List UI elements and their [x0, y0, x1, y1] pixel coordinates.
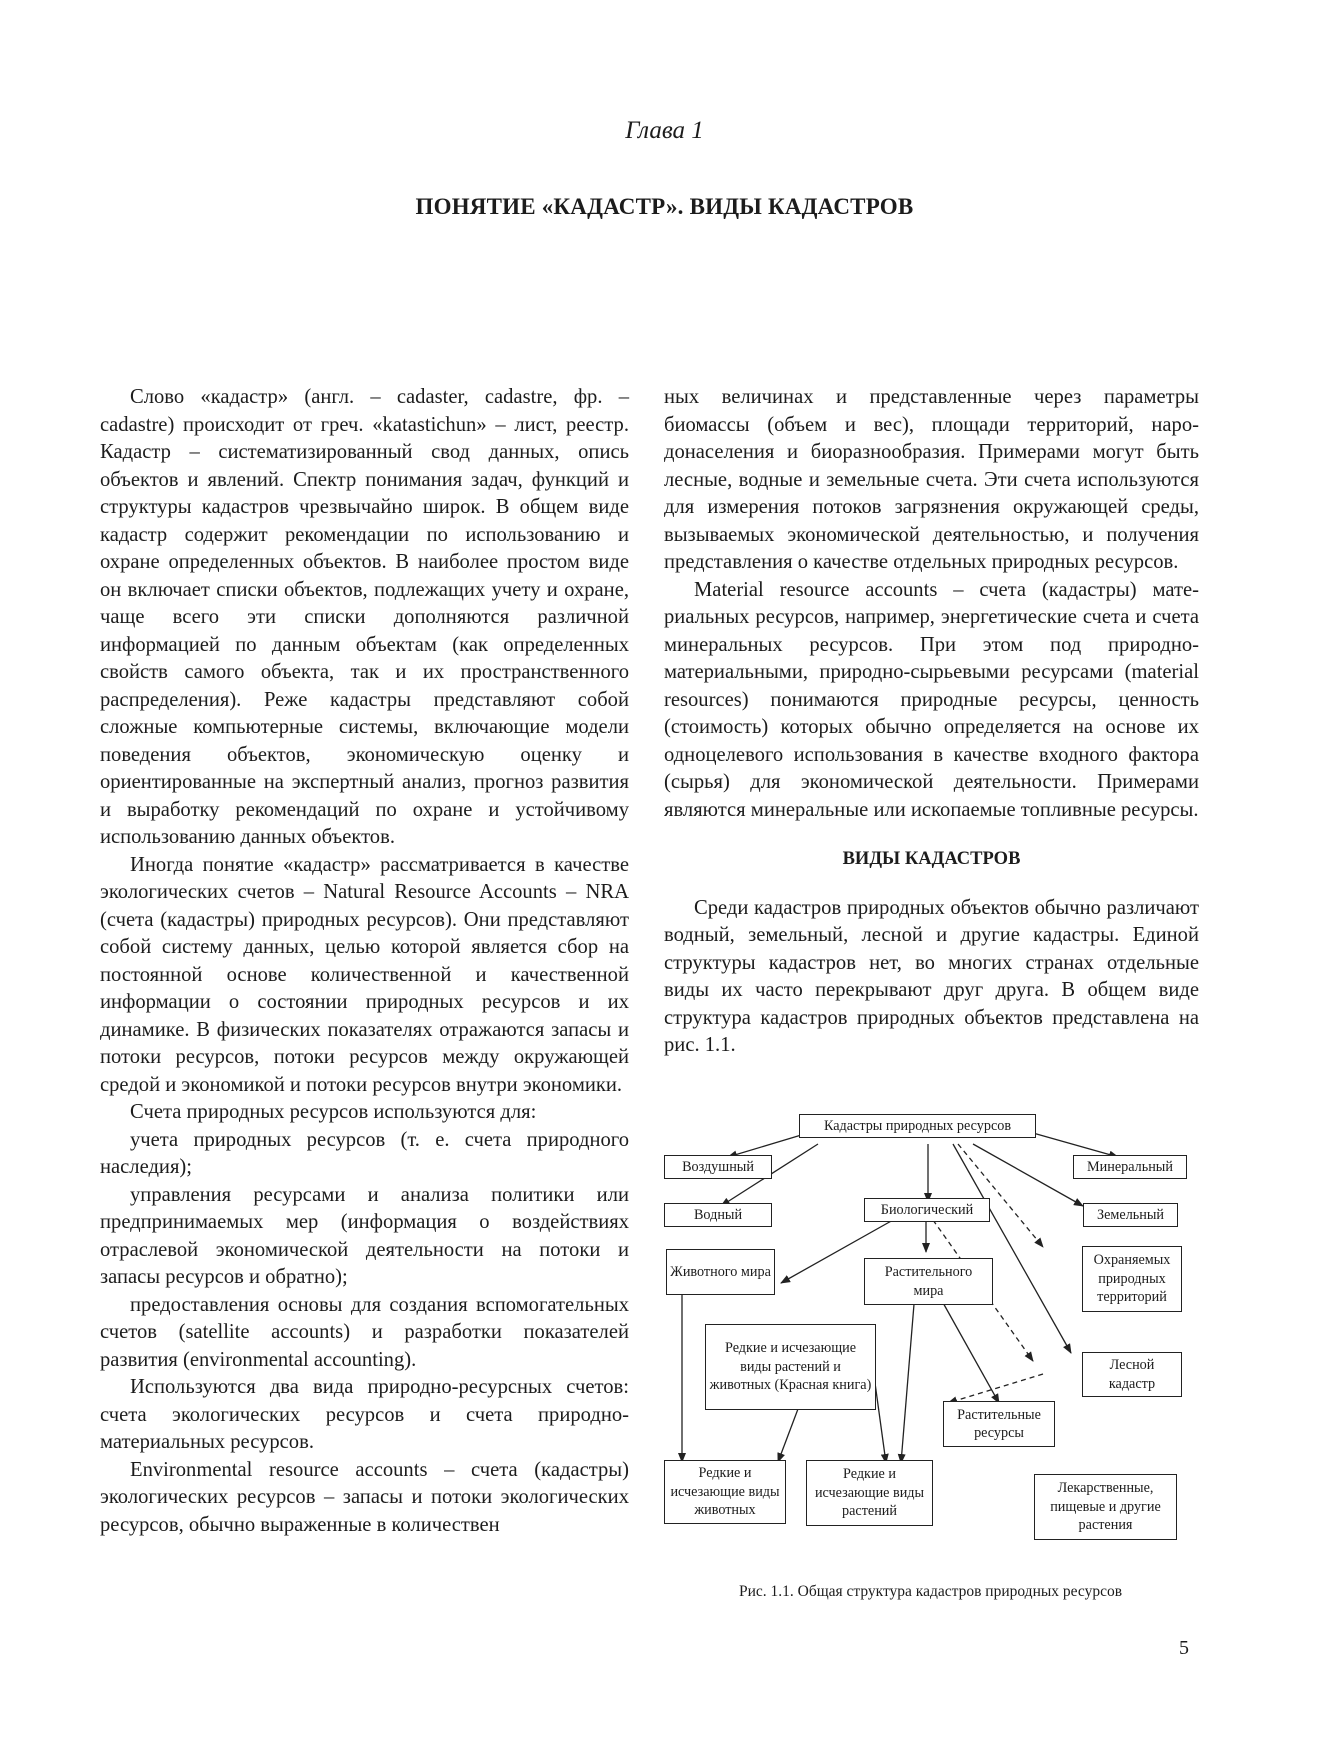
node-rare-animals: Редкие и исчезающие виды животных	[664, 1460, 786, 1524]
node-redbook: Редкие и исчезающие виды растений и животных (Красная книга)	[705, 1324, 876, 1410]
node-biological: Биологический	[864, 1198, 990, 1222]
paragraph: Environmental resource accounts – счета (кадастры) экологических ресурсов – запасы и потоки экологических ресурсов, обычно выраженные в количествен	[100, 1458, 629, 1536]
list-item: управления ресурсами и анализа политики или предпринимаемых мер (информация о воздействиях отраслевой экономической деятельности на потоки и запасы ресурсов и обратно);	[100, 1183, 629, 1288]
node-animal: Животного мира	[666, 1249, 775, 1295]
paragraph: Используются два вида природно-ресурсных счетов: счета экологических ресурсов и счета природно-материальных ресурсов.	[100, 1376, 629, 1453]
page-number: 5	[1179, 1637, 1189, 1659]
node-medicinal: Лекарственные, пищевые и другие растения	[1034, 1474, 1177, 1540]
node-water: Водный	[664, 1203, 772, 1227]
paragraph: Счета природных ресурсов используются для:	[130, 1101, 537, 1123]
edge-forest-resources	[948, 1374, 1043, 1403]
paragraph: ных величинах и представленные через параметры биомассы (объем и вес), площади территорий, народонаселения и биоразнообразия. Примерами могут быть лесные, водные и земельные счета. Эти счета используются для измерения потоков загрязнения окружающей среды, вызываемых экономической деятельностью, и получения представления о качестве отдельных природных ресурсов.	[664, 386, 1199, 573]
paragraph: Material resource accounts – счета (кадастры) материальных ресурсов, например, энергетические счета и счета минеральных ресурсов. При этом под природно-материальными, природно-сырьевыми ресурсами (material resources) понимаются природные ресурсы, ценность (стоимость) которых обычно определяется на основе их одноцелевого использования в качестве входного фактора (сырья) для экономической деятельности. Примерами являются минеральные или ископаемые топливные ресурсы.	[664, 578, 1199, 821]
node-rare-plants: Редкие и исчезающие виды растений	[806, 1460, 933, 1526]
list-item: предоставления основы для создания вспомогательных счетов (satellite accounts) и разработки показателей развития (environmental accounting).	[100, 1293, 629, 1371]
node-protected: Охраняемых природных территорий	[1082, 1246, 1182, 1312]
paragraph: Слово «кадастр» (англ. – cadaster, cadastre, фр. – cadastre) происходит от греч. «katastichun» – лист, реестр. Кадастр – систематизированный свод данных, опись объектов и явлений. Спектр понимания задач, функций и структуры кадастров чрезвычайно широк. В общем виде кадастр содержит рекомендации по использованию и охране определенных объектов. В наиболее простом виде он включает списки объектов, подлежащих учету и охране, чаще всего эти списки дополняются различной информацией по данным объектам (как определенных свойств самого объекта, так и их пространственного распределения). Реже кадастры представляют собой сложные компьютерные системы, включающие модели поведения объектов, экономическую оценку и ориентированные на экспертный анализ, прогноз развития и выработку рекомендаций по охране и устойчивому использованию данных объектов.	[100, 386, 629, 848]
paragraph: Иногда понятие «кадастр» рассматривается в качестве экологических счетов – Natural Resource Accounts – NRA (счета (кадастры) природных ресурсов). Они представляют собой систему данных, целью которой является сбор на постоянной основе количественной и качественной информации о состоянии природных ресурсов и их динамике. В физических показателях отражаются запасы и потоки ресурсов, потоки ресурсов между окружающей средой и экономикой и потоки ресурсов внутри экономики.	[100, 853, 629, 1096]
node-forest: Лесной кадастр	[1082, 1352, 1182, 1397]
figure-caption: Рис. 1.1. Общая структура кадастров природных ресурсов	[738, 1583, 1123, 1600]
edge-plant-rare	[901, 1292, 915, 1463]
edge-plant-resources	[937, 1292, 999, 1403]
list-item: учета природных ресурсов (т. е. счета природного наследия);	[100, 1128, 629, 1178]
node-mineral: Минеральный	[1073, 1155, 1187, 1179]
section-heading: ВИДЫ КАДАСТРОВ	[842, 849, 1021, 869]
node-air: Воздушный	[664, 1155, 772, 1179]
left-column	[100, 384, 629, 1539]
node-plant-resources: Растительные ресурсы	[943, 1401, 1055, 1447]
edge-root-mineral	[1033, 1133, 1118, 1157]
edge-root-air	[728, 1133, 808, 1157]
node-root: Кадастры природных ресурсов	[799, 1114, 1036, 1138]
right-column	[664, 384, 1199, 1060]
cadastre-structure-diagram	[663, 1117, 1198, 1560]
paragraph: Среди кадастров природных объектов обычно различают водный, земельный, лесной и другие кадастры. Единой структуры кадастров нет, во многих странах отдельные виды их часто перекрывают друг друга. В общем виде структура кадастров природных объектов представлена на рис. 1.1.	[664, 896, 1199, 1056]
edge-root-land	[973, 1144, 1083, 1206]
chapter-label: Глава 1	[625, 117, 704, 144]
node-land: Земельный	[1083, 1203, 1178, 1227]
node-plant: Растительного мира	[864, 1258, 993, 1305]
edge-root-forest	[953, 1144, 1071, 1353]
chapter-title: ПОНЯТИЕ «КАДАСТР». ВИДЫ КАДАСТРОВ	[415, 194, 914, 219]
